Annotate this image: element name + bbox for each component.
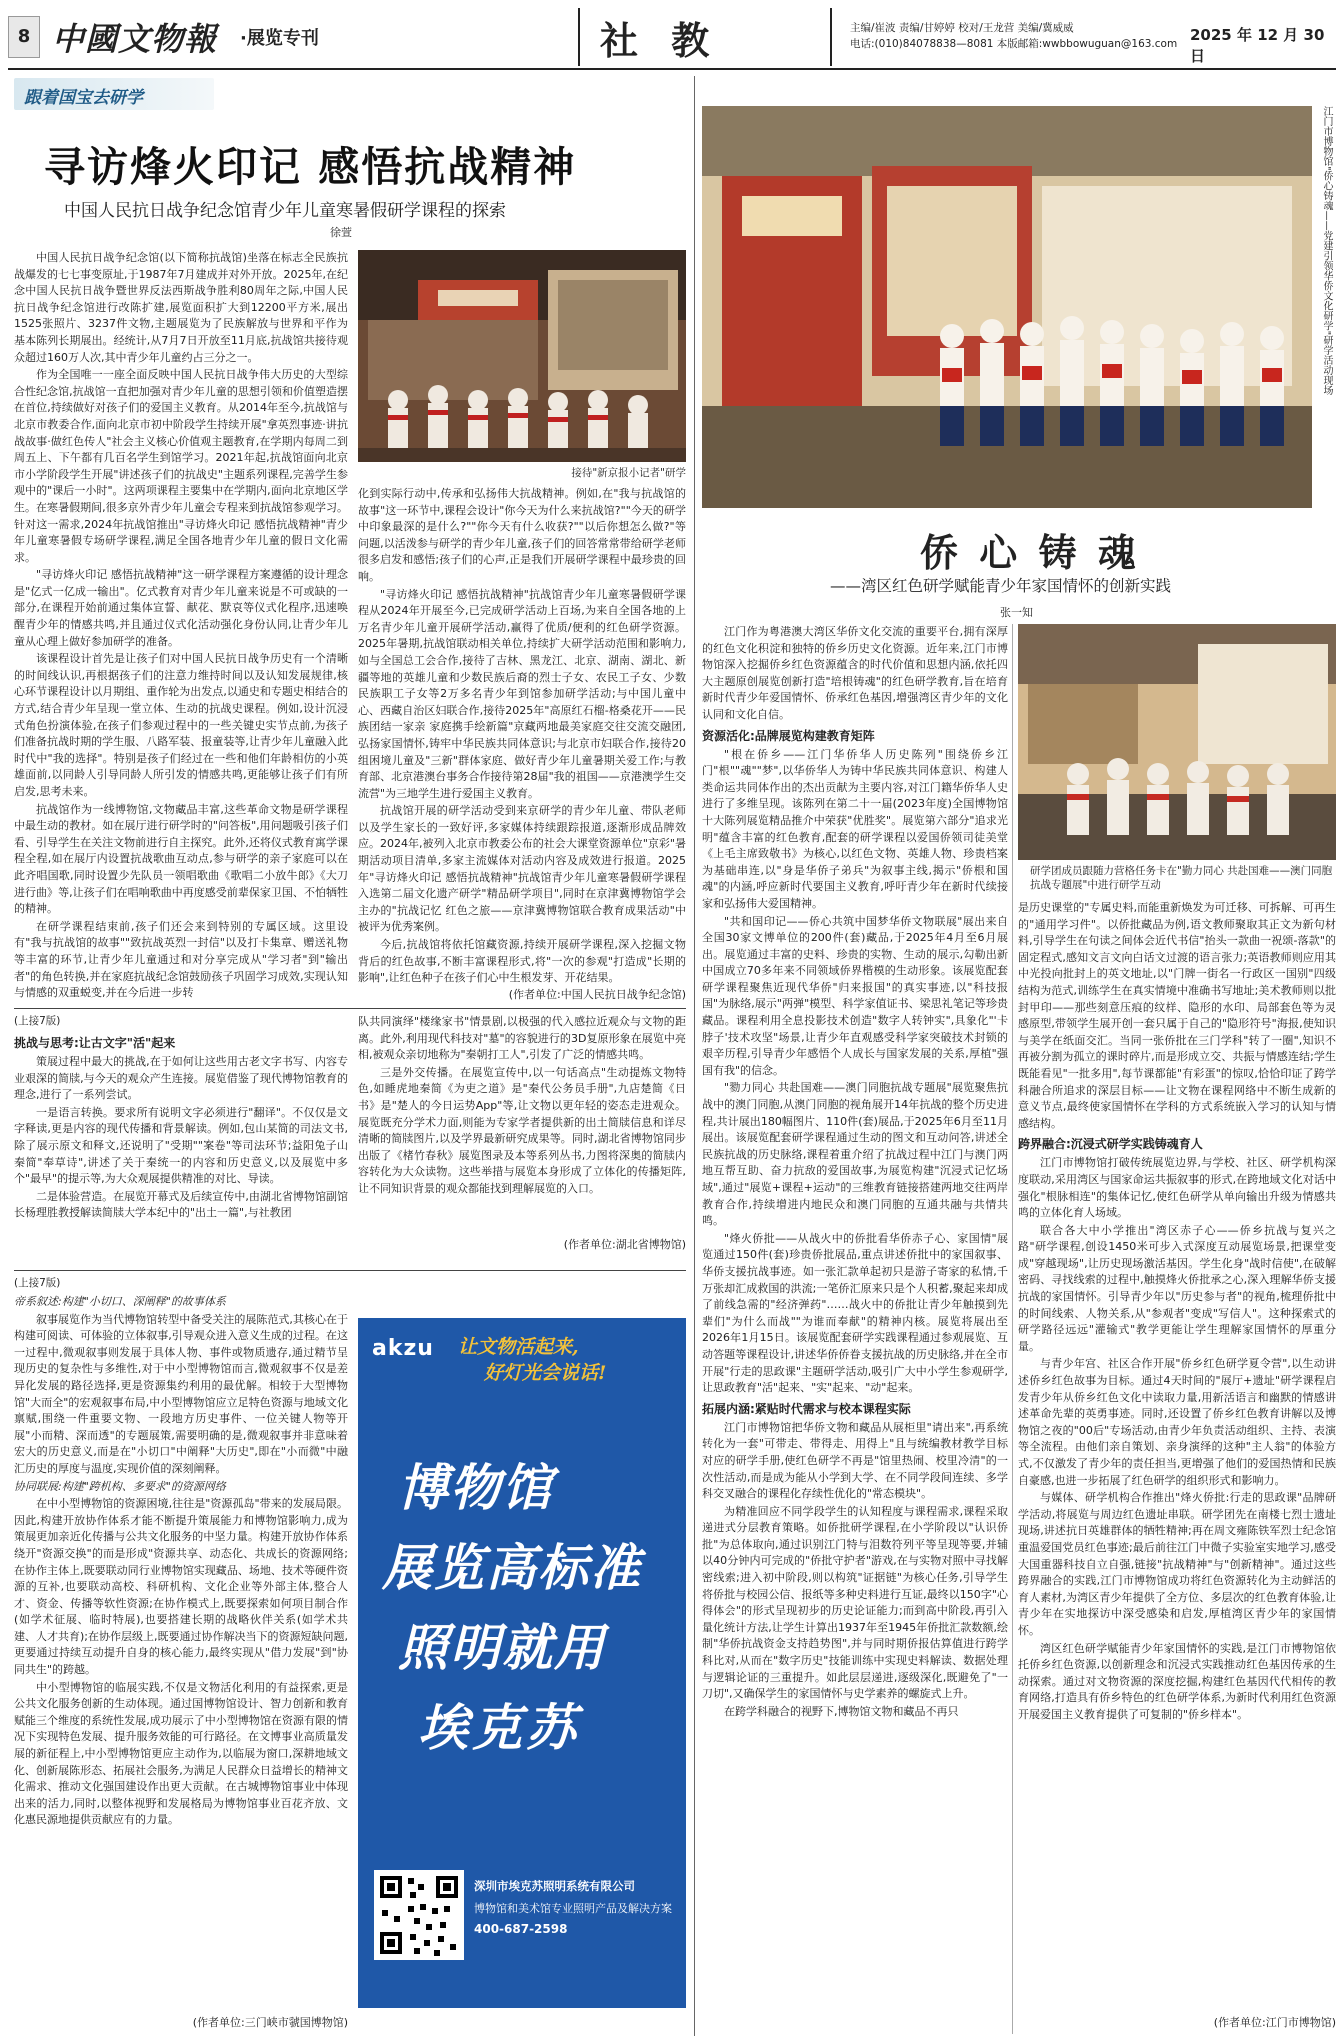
issue-date: 2025 年 12 月 30 日: [1190, 26, 1325, 65]
article2-p3: 二是体验营造。在展览开幕式及后续宣传中,由湖北省博物馆副馆长杨理胜教授解读简牍大学本纪中的"出土一篇",与社教团: [14, 1189, 348, 1220]
ad-company: 深圳市埃克苏照明系统有限公司: [474, 1879, 635, 1893]
photo-museum-visit-image: [358, 250, 686, 462]
article4-author: 张一知: [1000, 606, 1033, 619]
article1-col2: [358, 486, 686, 985]
article4-s1-p3: "勠力同心 共赴国难——澳门同胞抗战专题展"展览聚焦抗战中的澳门同胞,从澳门同胞的视角展开14年抗战的整个历史进程,共计展出180幅图片、110件(套)展品,于2025年6月至11月展出。该展览配套研学课程通过生动的图文和互动问答,讲述全民族抗战的历史脉络,课程着重介绍了抗战过程中江门与澳门两地互帮互助、奋力抗敌的爱国故事,为展览构建"沉浸式记忆场域",通过"展览+课程+运动"的三维教育链接搭建两地交往两岸教育合作,持续增进内地民众和澳门同胞的互通共融与共情共鸣。: [702, 1081, 1008, 1228]
ad-qr-code[interactable]: [374, 1870, 464, 1960]
article4-s2-p4: 是历史课堂的"专属史料,而能重新焕发为可迁移、可拆解、可再生的"通用学习件"。以侨批藏品为例,语文教师聚取其正文为新句材料,引导学生在句读之间体会近代书信"抬头一款曲一祝颂-落款"的固定程式,感知文言文向白话文过渡的语言张力;英语教师则应用其中光投向批封上的英文地址,以"门牌一街名一行政区一国别"四级结构为范式,训练学生在真实情境中准确书写地址;美术教师则以批封甲印——那些刻意压痕的纹样、隐形的水印、局部套色等为灵感原型,带领学生展开创一套只属于自己的"隐形符号"海报,使知识与美学在纸面交汇。当同一张侨批在三门学科"转了一圈",知识不再被分割为孤立的课时碎片,而是形成立交、共振与情感连结;学生既能看见"一批多用",每节课都能"有彩蛋"的惊叹,恰恰印证了跨学科融合所追求的深层目标——让文物在课程网络中不断生成新的意义节点,最终使家国情怀在学科的方式系统嵌入学习的认知与情感结构。: [1018, 901, 1336, 1130]
article2-p5: 三是外交传播。在展览宣传中,以一句话高点"生动提炼文物特色,如睡虎地秦简《为吏之道》是"秦代公务员手册",九店楚简《日书》是"楚人的今日运势App"等,让文物以更年轻的姿态走进观众。展览既充分学术力面,则能为专家学者提供新的出土简牍信息和详尽清晰的简牍图片,以及学界最新研究成果等。同时,湖北省博物馆同步出版了《楮竹春秋》展览图录及本等系列丛书,力图将深奥的简牍内容转化为大众读物。这些举措与展览本身形成了立体化的传播矩阵,让不同知识背景的观众都能找到理解展览的入口。: [358, 1065, 686, 1195]
article2-col1: [14, 1054, 348, 1260]
ad-phone[interactable]: 400-687-2598: [474, 1922, 568, 1936]
ad-main-3: 照明就用: [398, 1618, 606, 1677]
article4-section1-heading: 资源活化:品牌展览构建教育矩阵: [702, 728, 875, 743]
article3-subhead-2: 协同联展:构建"跨机构、多要求"的资源网络: [14, 1479, 226, 1493]
article1-title: 寻访烽火印记 感悟抗战精神: [44, 143, 577, 191]
article1-p10: 今后,抗战馆将依托馆藏资源,持续开展研学课程,深入挖掘文物背后的红色故事,不断丰富课程形式,将"一次的参观"打造成"长期的影响",让红色种子在孩子们心中生根发芽、开花结果。: [358, 938, 686, 985]
article2-continued: (上接7版): [14, 1015, 61, 1027]
article3-body: [14, 1294, 348, 2008]
article1-p1: 中国人民抗日战争纪念馆(以下简称抗战馆)坐落在标志全民族抗战爆发的七七事变原址,于1987年7月建成并对外开放。2025年,在纪念中国人民抗日战争暨世界反法西斯战争胜利80周年之际,中国人民抗日战争纪念馆进行改陈扩建,展览面积扩大到12200平方米,展出1525张照片、3237件文物,主题展览为了民族解放与世界和平作为基本陈列长期展出。经统计,从7月7日开放至11月底,抗战馆共接待观众超过160万人次,其中青少年儿童约占三分之一。: [14, 251, 348, 364]
article4-col1: [702, 624, 1008, 2028]
article4-source: (作者单位:江门市博物馆): [1213, 2016, 1336, 2029]
photo-exhibit-interaction-caption: 研学团成员跟随力营格任务卡在"勤力同心 共赴国难——澳门同胞抗战专题展"中进行研学互动: [1030, 865, 1333, 891]
credits-line-2: 电话:(010)84078838—8081 本版邮箱:wwbbowuguan@163.com: [850, 38, 1178, 50]
article-kicker: 跟着国宝去研学: [14, 78, 214, 110]
article1-p4: 该课程设计首先是让孩子们对中国人民抗日战争历史有一个清晰的时间线认识,再根据孩子们的注意力维持时间以及认知发展规律,核心环节课程设计以月期组、重作轮为出发点,以通史和专题史相结合的方式,结合青少年呈现一堂立体、生动的抗战史课程。例如,设计沉浸式角色扮演体验,在孩子们参观过程中的一些关键史实节点前,为孩子们准备抗战时期的学生服、八路军装、报童装等,让青少年儿童融入此时代中"我的选择"。特别是孩子们经过在一些和他们年龄相仿的小英雄面前,以同龄人引导同龄人所引发的情感共鸣,更能够让孩子们有所启发,思考未来。: [14, 652, 348, 798]
section-title: 社 教: [600, 18, 720, 63]
article3-subhead-1: 帝系叙述:构建"小切口、深阐释"的故事体系: [14, 1295, 226, 1308]
article4-s3-p4: 与媒体、研学机构合作推出"烽火侨批:行走的思政课"品牌研学活动,将展览与周边红色遗址串联。研学团先在南楼七烈士遗址现场,讲述抗日英雄群体的牺牲精神;再在周文雍陈铁军烈士纪念馆重温爱国党员红色事迹;最后前往江门中微子实验室实地学习,感受大国重器科技自立自强,链接"抗战精神"与"创新精神"。通过这些跨界融合的实践,江门市博物馆成功将红色资源转化为主动鲜活的育人素材,为湾区青少年提供了全方位、多层次的红色教育体验,让青少年在实地探访中深受感染和启发,厚植湾区青少年的家国情怀。: [1018, 1491, 1336, 1637]
article1-p2: 作为全国唯一一座全面反映中国人民抗日战争伟大历史的大型综合性纪念馆,抗战馆一直把加强对青少年儿童的思想引领和价值塑造摆在首位,持续做好对孩子们的爱国主义教育。从2014年至今,抗战馆与北京市教委合作,面向北京市初中阶段学生持续开展"拿英烈事迹·讲抗战故事·做红色传人"社会主义核心价值观主题教育,在学期内每周二到周五上、下午都有几百名学生到馆学习。2021年起,抗战馆面向北京市小学阶段学生开展"讲述孩子们的抗战史"主题系列课程,完善学生参观中的"课后一小时"。这两项课程主要集中在学期内,面向北京地区学生。在寒暑假期间,很多京外青少年儿童会专程来到抗战馆参观学习。针对这一需求,2024年抗战馆推出"寻访烽火印记 感悟抗战精神"青少年儿童寒暑假专场研学课程,满足全国各地青少年儿童的假日文化需求。: [14, 368, 348, 564]
article2-col2: [358, 1014, 686, 1234]
ad-main-4: 埃克苏: [418, 1698, 580, 1757]
article4-s3-p2: 联合各大中小学推出"湾区赤子心——侨乡抗战与复兴之路"研学课程,创设1450米可步入式深度互动展览场景,把课堂变成"穿越现场",让历史现场激活基因。学生化身"战时信使",在破解密码、寻找线索的过程中,触摸烽火侨批承之心,深入理解华侨支援抗战的家国情怀。引导青少年以"历史参与者"的视角,梳理侨批中的时间线索、人物关系,从"参观者"变成"写信人"。这种探索式的研学路径远远"灌输式"教学更能让学生理解家国情怀的厚重分量。: [1018, 1223, 1336, 1353]
article3-continued: (上接7版): [14, 1277, 61, 1289]
article2-p1: 策展过程中最大的挑战,在于如何让这些用古老文字书写、内容专业艰深的简牍,与今天的观众产生连接。展览借鉴了现代博物馆教育的理念,进行了一系列尝试。: [14, 1055, 348, 1102]
article1-p9: 抗战馆开展的研学活动受到来京研学的青少年儿童、带队老师以及学生家长的一致好评,多家媒体持续跟踪报道,逐渐形成品牌效应。2024年,被列入北京市教委公布的社会大课堂资源单位"京彩"暑期活动项目清单,多家主流媒体对活动内容及成效进行报道。2025年"寻访烽火印记 感悟抗战精神"抗战馆青少年儿童寒暑假研学课程入选第二届文化遗产研学"精品研学项目",同时在京津冀博物馆学会主办的"抗战记忆 红色之旅——京津冀博物馆联合教育成果活动"中被评为优秀案例。: [358, 804, 686, 934]
article4-col2: [1018, 900, 1336, 2004]
advert-akzu: [358, 1318, 686, 2008]
article4-s1-p2: "共和国印记——侨心共筑中国梦华侨文物联展"展出来自全国30家文博单位的200件(套)藏品,于2025年4月至6月展出。展览通过丰富的史料、珍贵的实物、生动的展示,勾勒出新中国成立70多年来不同领域侨界楷模的生动形象。该展览配套研学课程聚焦近现代华侨"归来报国"的真实事迹,以"科技报国"为脉络,展示"两弹"模型、科学家值证书、梁思礼笔记等珍贵藏品。课程利用全息投影技术创造"数字人转钟实",具象化"'卡脖子'技术攻坚"场景,让青少年直观感受科学家突破技术封锁的艰辛历程,引导青少年感悟个人成长与国家发展的关系,厚植"强国有我"的信念。: [702, 914, 1008, 1077]
photo-exhibit-interaction: [1018, 624, 1336, 860]
page-number: 8: [17, 26, 31, 47]
article2-heading: 挑战与思考:让古文字"活"起来: [14, 1036, 176, 1050]
article4-s2-p3: 在跨学科融合的视野下,博物馆文物和藏品不再只: [724, 1704, 959, 1718]
qr-code-icon: [374, 1870, 464, 1960]
article3-p3: 中小型博物馆的临展实践,不仅是文物活化利用的有益探索,更是公共文化服务创新的生动体现。通过国博物馆设计、智力创新和教育赋能三个维度的系统性发展,成功展示了中小型博物馆在资源有限的情况下实现特色发展、提升服务效能的可行路径。在文博事业高质量发展的新征程上,中小型博物馆更应主动作为,以临展为窗口,深耕地域文化、创新展陈形态、拓展社会服务,为满足人民群众日益增长的精神文化需求、推动文化强国建设作出更大贡献。在古城博物馆事业中体现出来的活力,同时,以整体视野和发展格局为博物馆事业百花齐放、文化惠民源地提供贡献应有的力量。: [14, 1680, 348, 1827]
photo-group-reading: [702, 106, 1312, 508]
header-bar: [0, 0, 1344, 74]
photo-group-reading-side-caption: 江门市博物馆"侨心铸魂——党建引领华侨文化研学"研学活动现场: [1321, 106, 1332, 396]
article4-s3-p5: 湾区红色研学赋能青少年家国情怀的实践,是江门市博物馆依托侨乡红色资源,以创新理念和沉浸式实践推动红色基因传承的生动探索。通过对文物资源的深度挖掘,构建红色基因代代相传的教育网络,打造具有侨乡特色的红色研学体系,为新时代利用红色资源开展爱国主义教育提供了可复制的"侨乡样本"。: [1018, 1641, 1336, 1721]
photo-group-reading-image: [702, 106, 1312, 508]
photo-exhibit-interaction-image: [1018, 624, 1336, 860]
article4-s2-p1: 江门市博物馆把华侨文物和藏品从展柜里"请出来",再系统转化为一套"可带走、带得走、用得上"且与统编教材教学目标对应的研学手册,使红色研学不再是"馆里热闹、校里冷清"的一次性活动,而是成为能从小学到大学、在不同学段间连续、多学科交叉融合的课程化存续性优化的"常态模块"。: [702, 1420, 1008, 1501]
article4-s2-p2: 为精准回应不同学段学生的认知程度与课程需求,课程采取递进式分层教育策略。如侨批研学课程,在小学阶段以"认识侨批"为总体取向,通过识别江门特与泪数符列平等呈现等要,并辅以40分钟内可完成的"侨批守护者"游戏,在与实物对照中寻找解密线索;进入初中阶段,则以构筑"证据链"为核心任务,引导学生将侨批与校园公信、报纸等多种史料进行互证,最终以150字"心得体会"的形式呈现初步的历史论证能力;而到高中阶段,再引入量化统计方法,让学生计算出1937年至1945年侨批汇款数额,绘制"华侨抗战资金支持趋势图",并与同时期侨报估算值进行跨学科比对,从而在"数字历史"技能训练中实现史料解读、数据处理与逻辑论证的三重提升。如此层层递进,逐级深化,既避免了"一刀切",又确保学生的家国情怀与史学素养的螺旋式上升。: [702, 1504, 1008, 1701]
ad-brand-logo: akzu: [372, 1336, 434, 1361]
ad-description: 博物馆和美术馆专业照明产品及解决方案: [474, 1902, 672, 1915]
article4-section3-heading: 跨界融合:沉浸式研学实践铸魂育人: [1018, 1137, 1203, 1152]
ad-main-2: 展览高标准: [382, 1538, 642, 1597]
article4-s3-p1: 江门市博物馆打破传统展览边界,与学校、社区、研学机构深度联动,采用湾区与国家命运共振叙事的形式,在跨地域文化对话中强化"根脉相连"的集体记忆,使红色研学从单向输出升级为情感共鸣的立体化育人场域。: [1018, 1156, 1336, 1220]
article1-p5: 抗战馆作为一线博物馆,文物藏品丰富,这些革命文物是研学课程中最生动的教材。如在展厅进行研学时的"问答板",用问题吸引孩子们看、引导学生在关注文物前进行自主探究。此外,还将仪式教育寓学课程全程,如在展厅内设置抗战歌曲互动点,参与研学的亲子家庭可以在此齐唱国歌,同时设置少先队员一领唱歌曲《歌唱二小放牛郎》《大刀进行曲》等,让孩子们在唱响歌曲中再度感受前辈保家卫国、不怕牺牲的精神。: [14, 802, 348, 916]
photo-museum-visit: [358, 250, 686, 462]
article1-p8: "寻访烽火印记 感悟抗战精神"抗战馆青少年儿童寒暑假研学课程从2024年开展至今,已完成研学活动上百场,为来自全国各地的上万名青少年儿童开展研学活动,赢得了优质/便利的红色研学资源。2025年暑期,抗战馆联动相关单位,持续扩大研学活动范围和影响力,如与全国总工会合作,接待了吉林、黑龙江、北京、湖南、湖北、新疆等地的英雄儿童和少数民族后裔的烈士子女、农民工子女、少数民族职工子女等2万多名青少年到馆参加研学活动;与中国儿童中心、西藏自治区妇联合作,接待2025年"高原红石榴-格桑花开——民族团结一家亲 家庭携手绘新篇"京藏两地最美家庭交往交流交融团,弘扬家国情怀,铸牢中华民族共同体意识;与北京市妇联合作,接待20组困境儿童及"三新"群体家庭、做好青少年儿童暑期关爱工作;与教育部、北京港澳台事务合作接待第28届"我的祖国——京港澳学生交流营"为三地学生进行爱国主义教育。: [358, 587, 686, 800]
article4-intro: 江门作为粤港澳大湾区华侨文化交流的重要平台,拥有深厚的红色文化积淀和独特的侨乡历史文化资源。近年来,江门市博物馆深入挖掘侨乡红色资源蕴含的时代价值和思想内涵,依托四大主题原创展览创新打造"培根铸魂"的红色研学教育,旨在培育新时代青少年爱国情怀、侨承红色基因,增强湾区青少年的文化认同和文化自信。: [702, 625, 1008, 721]
page-number-box: [8, 16, 40, 58]
article4-section2-heading: 拓展内涵:紧贴时代需求与校本课程实际: [702, 1401, 911, 1416]
masthead: 中國文物報: [52, 20, 218, 58]
credits-line-1: 主编/崔波 责编/甘婷婷 校对/王龙营 美编/冀威威: [850, 22, 1074, 34]
article1-p6: 在研学课程结束前,孩子们还会来到特别的专属区域。这里设有"我与抗战馆的故事""致抗战英烈一封信"以及打卡集章、赠送礼物等丰富的环节,让青少年儿童通过和对分享完成从"学习者"到"输出者"的角色转换,并在家庭抗战纪念馆鼓励孩子巩固学习成效,实现认知与情感的双重蜕变,并在今后进一步转: [14, 919, 348, 1000]
article2-p4: 队共同演绎"楼缘家书"情景剧,以极强的代入感拉近观众与文物的距离。此外,利用现代科技对"墓"的容貌进行的3D复原形象在展览中亮相,被观众亲切地称为"秦朝打工人",引发了广泛的情感共鸣。: [358, 1015, 686, 1062]
ad-main-1: 博物馆: [398, 1458, 554, 1517]
article1-subtitle: 中国人民抗日战争纪念馆青少年儿童寒暑假研学课程的探索: [64, 201, 506, 221]
ad-slogan-2: 好灯光会说话!: [484, 1362, 607, 1384]
article3-source: (作者单位:三门峡市虢国博物馆): [192, 2016, 348, 2029]
article1-author: 徐萱: [330, 226, 352, 239]
article2-p2: 一是语言转换。要求所有说明文字必须进行"翻译"。不仅仅是文字释读,更是内容的现代传播和背景解读。例如,包山某简的司法文书,除了展示原文和释文,还说明了"受期""案卷"等司法环节;益阳兔子山秦简"奉草诗",讲述了关于秦统一的内容和历史意义,以及展览中多个"最早"的提示等,为大众观展提供精准的对比、导读。: [14, 1105, 348, 1186]
ad-slogan-1: 让文物活起来,: [458, 1336, 579, 1358]
article4-subtitle: ——湾区红色研学赋能青少年家国情怀的创新实践: [830, 577, 1172, 595]
supplement-name: ·展览专刊: [240, 28, 319, 49]
article3-p2: 在中小型博物馆的资源困境,往往是"资源孤岛"带来的发展局限。因此,构建开放协作体系才能不断提升策展能力和博物馆影响力,成为策展更加亲近化传播与公共文化服务的中坚力量。构建开放协作体系绕开"资源交换"的而是形成"资源共享、动态化、共成长的资源网络;在协作主体上,既要联动同行业博物馆实现藏品、场地、技术等硬件资源的互补,也要联动高校、科研机构、文化企业等外部主体,整合人才、资金、传播等软性资源;在协作模式上,既要探索如何项目制合作(如学术征展、临时特展),也要搭建长期的战略伙伴关系(如学术共建、人才共育);在协作层级上,既要通过协作解决当下的资源短缺问题,更要通过持续互动提升自身的核心能力,最终实现从"借力发展"到"协同共生"的跨越。: [14, 1497, 348, 1677]
article2-source: (作者单位:湖北省博物馆): [563, 1238, 686, 1251]
photo-museum-visit-caption: 接待"新京报小记者"研学: [571, 467, 686, 479]
article3-p1: 叙事展览作为当代博物馆转型中备受关注的展陈范式,其核心在于构建可阅读、可体验的立体叙事,引导观众进入意义生成的过程。在这一过程中,微观叙事则发展于具体人物、事件或物质遗存,通过精节呈现历史的复杂性与多维性,对于中小型博物馆而言,微观叙事不仅是差异化发展的路径选择,更是资源集约利用的最优解。相较于大型博物馆"大而全"的宏观叙事布局,中小型博物馆应立足特色资源与地域文化禀赋,围绕一件重要文物、一段地方历史事件、一位关键人物等开展"小而精、深而透"的专题展策,需要明确的是,微观叙事并非意味着宏大的历史意义,而是在"小切口"中阐释"大历史",即在"小而微"中融汇历史的厚度与温度,实现价值的深刻阐释。: [14, 1312, 348, 1475]
article4-s1-p1: "根在侨乡——江门华侨华人历史陈列"围绕侨乡江门"根""魂""梦",以华侨华人为铸中华民族共同体意识、构建人类命运共同体作出的杰出贡献为主要内容,对江门籍华侨华人史进行了多维呈现。该陈列在第二十一届(2023年度)全国博物馆十大陈列展览精品推介中荣获"优胜奖"。展览第六部分"追求光明"蕴含丰富的红色教育,配套的研学课程以爱国侨领司徒美堂《上毛主席致敬书》为核心,以红色文物、英雄人物、珍贵档案为基础串连,以"身是华侨子弟兵"为叙事主线,揭示"侨根和国魂"的内涵,呼应新时代要国主义教育,呼吁青少年在新时代续接家和弘扬伟大爱国精神。: [702, 747, 1008, 910]
article1-source: (作者单位:中国人民抗日战争纪念馆): [508, 988, 686, 1001]
article4-s1-p4: "烽火侨批——从战火中的侨批看华侨赤子心、家国情"展览通过150件(套)珍贵侨批展品,重点讲述侨批中的家国叙事、华侨支援抗战事迹。如一张汇款单起初只是游子寄家的私情,千万张却汇成救国的洪流;一笔侨汇原来只是个人积蓄,聚起来却成了前线急需的"经济弹药"……战火中的侨批让青少年触摸到先辈们"为什么而战""为谁而奉献"的精神内核。展览将展出至2026年1月15日。该展览配套研学实践课程通过参观展览、互动答题等课程设计,讲述华侨侨眷支援抗战的历史脉络,并在全市开展"行走的思政课"主题研学活动,吸引广大中小学生参观研学,让思政教育"活"起来、"实"起来、"动"起来。: [702, 1231, 1008, 1395]
article1-p7: 化到实际行动中,传承和弘扬伟大抗战精神。例如,在"我与抗战馆的故事"这一环节中,课程会设计"你今天为什么来抗战馆?""今天的研学中印象最深的是什么?""你今天有什么收获?""以后你想怎么做?"等问题,以活泼参与研学的青少年儿童,孩子们的回答常常带给研学老师很多启发和感悟;孩子们的心声,正是我们开展研学课程中最珍贵的回响。: [358, 487, 686, 583]
article1-p3: "寻访烽火印记 感悟抗战精神"这一研学课程方案遵循的设计理念是"亿式一亿成一输出"。亿式教育对青少年儿童来说是不可或缺的一部分,在课程开始前通过集体宣誓、献花、默哀等仪式化程序,迅速唤醒青少年的情感共鸣,并且通过仪式化活动强化身份认同,让青少年儿童从心理上做好参加研学的准备。: [14, 568, 348, 648]
article4-s3-p3: 与青少年宫、社区合作开展"侨乡红色研学夏令营",以生动讲述侨乡红色故事为目标。通过4天时间的"展厅+遗址"研学课程启发青少年从侨乡红色文化中读取力量,用新活语言和幽默的情感讲述革命先辈的英勇事迹。同时,还设置了侨乡红色教育讲解以及博物馆之夜的"00后"专场活动,由青少年负责活动组织、主持、表演等全流程。由他们亲自策划、亲身演绎的这种"主人翁"的体验方式,不仅激发了青少年的责任担当,更增强了他们的爱国热情和民族自豪感,也进一步拓展了红色研学的组织形式和影响力。: [1018, 1357, 1336, 1487]
article4-title: 侨 心 铸 魂: [920, 530, 1140, 575]
